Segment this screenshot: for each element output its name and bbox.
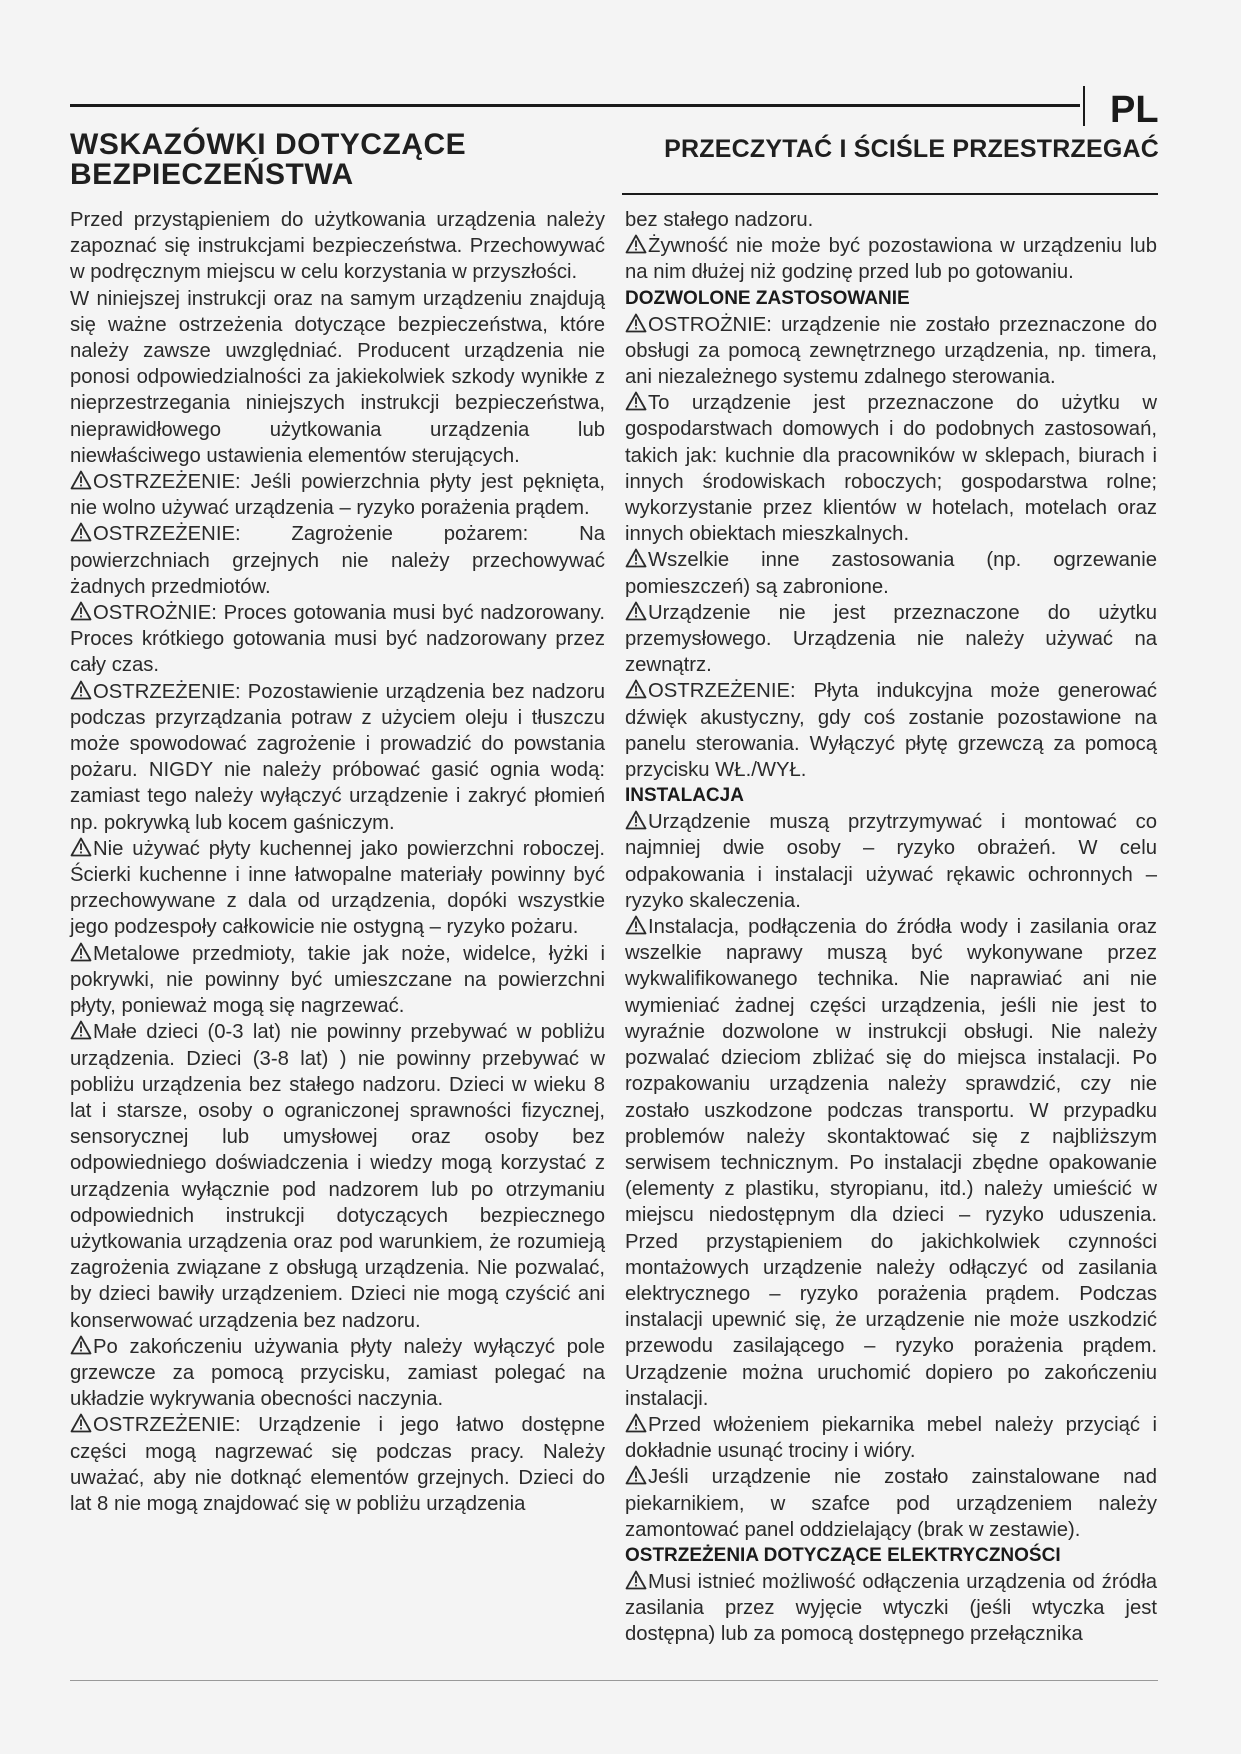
warning-triangle-icon xyxy=(625,1413,647,1433)
header-divider xyxy=(1083,86,1085,126)
warning-paragraph xyxy=(70,600,605,679)
warning-paragraph xyxy=(625,1569,1157,1648)
warning-text: Po zakończeniu używania płyty należy wyłączyć pole grzewcze za pomocą przycisku, zamiast polegać na układzie wykrywania obecności naczynia. xyxy=(70,1335,605,1411)
warning-triangle-icon xyxy=(70,837,92,857)
warning-text: Instalacja, podłączenia do źródła wody i zasilania oraz wszelkie naprawy muszą być wykonywane przez wykwalifikowanego technika. Nie naprawiać ani nie wymieniać żadnej części urządzenia, jeśli nie jest to wyraźnie dozwolone w instrukcji obsługi. Nie należy pozwalać dzieciom zbliżać się do miejsca instalacji. Po rozpakowaniu urządzenia należy sprawdzić, czy nie zostało uszkodzone podczas transportu. W przypadku problemów należy skontaktować się z najbliższym serwisem technicznym. Po instalacji zbędne opakowanie (elementy z plastiku, styropianu, itd.) należy umieścić w miejscu niedostępnym dla dzieci – ryzyko uduszenia. Przed przystąpieniem do jakichkolwiek czynności montażowych urządzenie należy odłączyć od zasilania elektrycznego – ryzyko porażenia prądem. Podczas instalacji upewnić się, że urządzenie nie może uszkodzić przewodu zasilającego – ryzyko porażenia prądem. Urządzenie można uruchomić dopiero po zakończeniu instalacji. xyxy=(625,916,1157,1410)
warning-text: Jeśli urządzenie nie zostało zainstalowane nad piekarnikiem, w szafce pod urządzeniem należy zamontować panel oddzielający (brak w zestawie). xyxy=(625,1466,1157,1541)
page-title xyxy=(70,130,466,190)
warning-text: OSTRZEŻENIE: Zagrożenie pożarem: Na powierzchniach grzejnych nie należy przechowywać żadnych przedmiotów. xyxy=(70,523,605,598)
language-code: PL xyxy=(1110,89,1159,131)
warning-triangle-icon xyxy=(625,810,647,830)
warning-text: To urządzenie jest przeznaczone do użytku w gospodarstwach domowych i do podobnych zastosowań, takich jak: kuchnie dla pracowników w sklepach, biurach i innych środowiskach roboczych; gospodarstwa rolne; wykorzystanie przez klientów w hotelach, motelach oraz innych obiektach mieszkalnych. xyxy=(625,392,1157,546)
section-heading: DOZWOLONE ZASTOSOWANIE xyxy=(625,287,910,309)
warning-triangle-icon xyxy=(70,1020,92,1040)
warning-paragraph xyxy=(70,1019,605,1333)
paragraph: bez stałego nadzoru. xyxy=(625,209,814,231)
warning-paragraph xyxy=(625,233,1157,285)
warning-text: Urządzenie nie jest przeznaczone do użytku przemysłowego. Urządzenia nie należy używać na zewnątrz. xyxy=(625,601,1157,677)
warning-text: Wszelkie inne zastosowania (np. ogrzewanie pomieszczeń) są zabronione. xyxy=(625,549,1157,598)
warning-paragraph xyxy=(625,312,1157,391)
warning-text: OSTRZEŻENIE: Płyta indukcyjna może generować dźwięk akustyczny, gdy coś zostanie pozostawione na panelu sterowania. Wyłączyć płytę grzewczą za pomocą przycisku WŁ./WYŁ. xyxy=(625,680,1157,782)
warning-paragraph xyxy=(70,521,605,600)
warning-text: OSTRZEŻENIE: Jeśli powierzchnia płyty jest pęknięta, nie wolno używać urządzenia – ryzyko porażenia prądem. xyxy=(70,471,605,520)
warning-paragraph xyxy=(625,600,1157,679)
warning-text: Żywność nie może być pozostawiona w urządzeniu lub na nim dłużej niż godzinę przed lub po gotowaniu. xyxy=(625,235,1157,284)
paragraph: Przed przystąpieniem do użytkowania urządzenia należy zapoznać się instrukcjami bezpieczeństwa. Przechowywać w podręcznym miejscu w celu korzystania w przyszłości. xyxy=(70,209,605,284)
page-subtitle: PRZECZYTAĆ I ŚCIŚLE PRZESTRZEGAĆ xyxy=(664,135,1159,163)
warning-triangle-icon xyxy=(625,548,647,568)
warning-triangle-icon xyxy=(625,679,647,699)
section-heading: INSTALACJA xyxy=(625,785,744,807)
warning-paragraph xyxy=(625,1464,1157,1543)
warning-triangle-icon xyxy=(70,1335,92,1355)
warning-triangle-icon xyxy=(625,601,647,621)
warning-paragraph xyxy=(625,547,1157,599)
warning-triangle-icon xyxy=(625,1570,647,1590)
left-column xyxy=(70,207,605,1517)
warning-paragraph xyxy=(625,809,1157,914)
warning-triangle-icon xyxy=(625,234,647,254)
warning-paragraph xyxy=(625,678,1157,783)
warning-triangle-icon xyxy=(70,942,92,962)
warning-text: Metalowe przedmioty, takie jak noże, widelce, łyżki i pokrywki, nie powinny być umieszczane na powierzchni płyty, ponieważ mogą się nagrzewać. xyxy=(70,942,605,1018)
right-column xyxy=(625,207,1157,1648)
warning-text: OSTROŻNIE: Proces gotowania musi być nadzorowany. Proces krótkiego gotowania musi być nadzorowany przez cały czas. xyxy=(70,602,605,677)
page-title-line2: BEZPIECZEŃSTWA xyxy=(70,158,354,191)
warning-paragraph xyxy=(70,941,605,1020)
warning-text: Nie używać płyty kuchennej jako powierzchni roboczej. Ścierki kuchenne i inne łatwopalne materiały powinny być przechowywane z dala od urządzenia, dopóki wszystkie jego podzespoły całkowicie nie ostygną – ryzyko pożaru. xyxy=(70,837,605,939)
warning-triangle-icon xyxy=(70,522,92,542)
warning-paragraph xyxy=(70,469,605,521)
top-rule xyxy=(70,104,1080,107)
warning-triangle-icon xyxy=(70,1413,92,1433)
subtitle-rule xyxy=(622,193,1158,195)
warning-paragraph xyxy=(625,1412,1157,1464)
warning-text: Przed włożeniem piekarnika mebel należy przyciąć i dokładnie usunąć trociny i wióry. xyxy=(625,1413,1157,1463)
warning-paragraph xyxy=(70,836,605,941)
warning-text: OSTRZEŻENIE: Urządzenie i jego łatwo dostępne części mogą nagrzewać się podczas pracy. Należy uważać, aby nie dotknąć elementów grzejnych. Dzieci do lat 8 nie mogą znajdować się w pobliżu urządzenia xyxy=(70,1414,605,1515)
warning-paragraph xyxy=(70,1412,605,1517)
warning-triangle-icon xyxy=(70,601,92,621)
warning-paragraph xyxy=(70,679,605,836)
warning-triangle-icon xyxy=(70,470,92,490)
page-title-line1: WSKAZÓWKI DOTYCZĄCE xyxy=(70,128,467,161)
warning-text: Małe dzieci (0-3 lat) nie powinny przebywać w pobliżu urządzenia. Dzieci (3-8 lat) ) nie powinny przebywać w pobliżu urządzenia bez stałego nadzoru. Dzieci w wieku 8 lat i starsze, osoby o ograniczonej sprawności fizycznej, sensorycznej lub umysłowej oraz osoby bez odpowiedniego doświadczenia i wiedzy mogą korzystać z urządzenia wyłącznie pod nadzorem lub po otrzymaniu odpowiednich instrukcji dotyczących bezpiecznego użytkowania urządzenia oraz pod warunkiem, że rozumieją zagrożenia związane z obsługą urządzenia. Nie pozwalać, by dzieci bawiły urządzeniem. Dzieci nie mogą czyścić ani konserwować urządzenia bez nadzoru. xyxy=(70,1021,605,1332)
warning-text: OSTROŻNIE: urządzenie nie zostało przeznaczone do obsługi za pomocą zewnętrznego urządzenia, np. timera, ani niezależnego systemu zdalnego sterowania. xyxy=(625,313,1157,389)
warning-triangle-icon xyxy=(625,915,647,935)
paragraph: W niniejszej instrukcji oraz na samym urządzeniu znajdują się ważne ostrzeżenia dotyczące bezpieczeństwa, które należy zawsze uwzględniać. Producent urządzenia nie ponosi odpowiedzialności za jakiekolwiek szkody wynikłe z nieprzestrzegania niniejszych instrukcji bezpieczeństwa, nieprawidłowego użytkowania urządzenia lub niewłaściwego ustawienia elementów sterujących. xyxy=(70,287,605,467)
warning-text: OSTRZEŻENIE: Pozostawienie urządzenia bez nadzoru podczas przyrządzania potraw z użyciem oleju i tłuszczu może spowodować zagrożenie i prowadzić do powstania pożaru. NIGDY nie należy próbować gasić ognia wodą: zamiast tego należy wyłączyć urządzenie i zakryć płomień np. pokrywką lub kocem gaśniczym. xyxy=(70,680,605,834)
warning-triangle-icon xyxy=(625,1465,647,1485)
section-heading: OSTRZEŻENIA DOTYCZĄCE ELEKTRYCZNOŚCI xyxy=(625,1544,1061,1566)
warning-paragraph xyxy=(625,390,1157,547)
warning-triangle-icon xyxy=(70,680,92,700)
bottom-rule xyxy=(70,1680,1158,1681)
warning-triangle-icon xyxy=(625,391,647,411)
warning-triangle-icon xyxy=(625,313,647,333)
warning-paragraph xyxy=(70,1334,605,1413)
warning-text: Musi istnieć możliwość odłączenia urządzenia od źródła zasilania przez wyjęcie wtyczki (jeśli wtyczka jest dostępna) lub za pomocą dostępnego przełącznika xyxy=(625,1570,1157,1646)
warning-paragraph xyxy=(625,914,1157,1412)
warning-text: Urządzenie muszą przytrzymywać i montować co najmniej dwie osoby – ryzyko obrażeń. W celu odpakowania i instalacji używać rękawic ochronnych – ryzyko skaleczenia. xyxy=(625,811,1157,912)
